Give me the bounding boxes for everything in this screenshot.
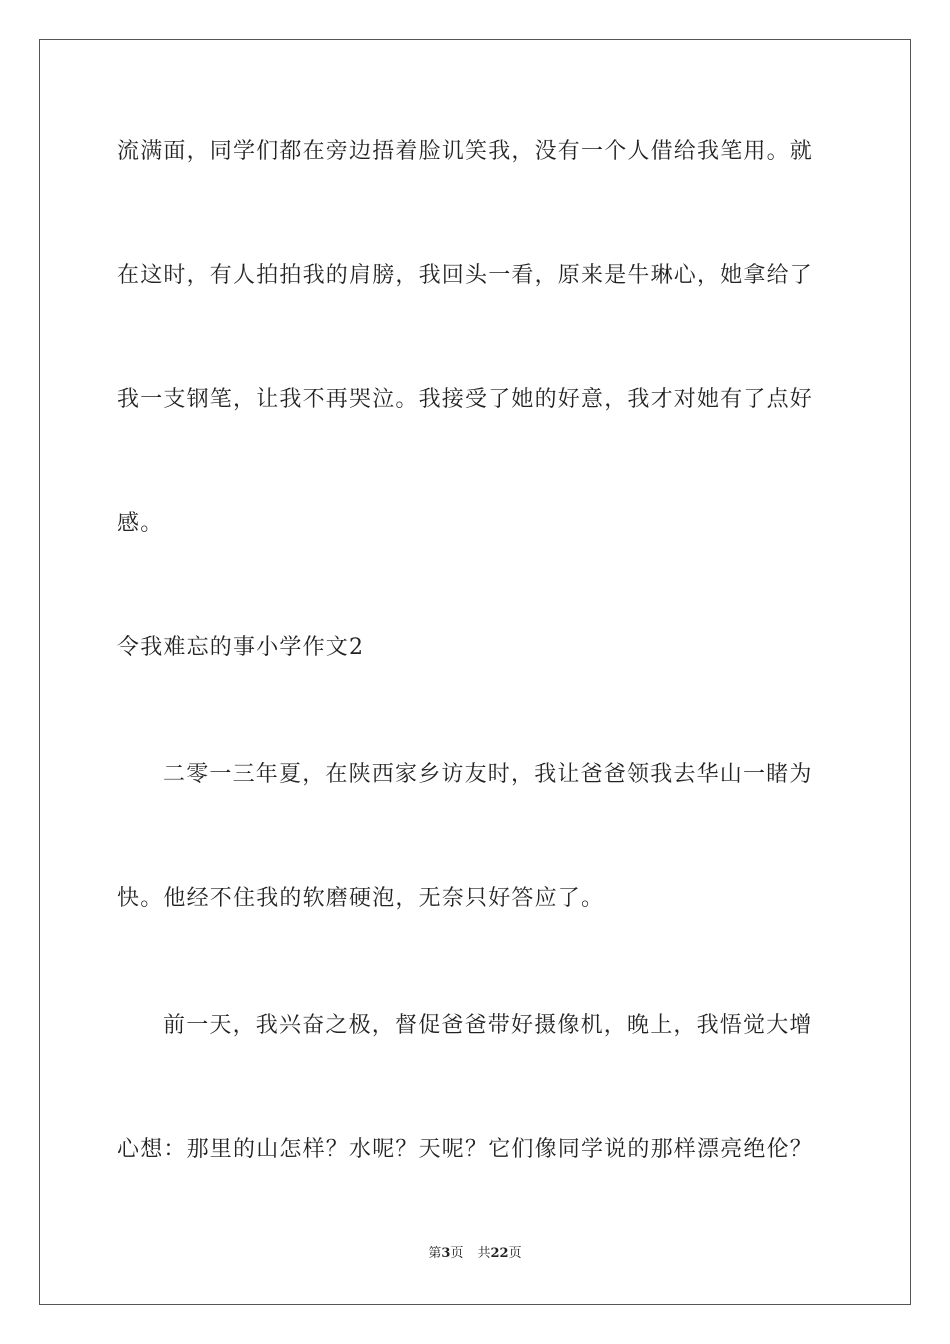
paragraph-line: 二零一三年夏，在陕西家乡访友时，我让爸爸领我去华山一睹为 bbox=[163, 762, 813, 787]
total-prefix: 共 bbox=[477, 1246, 491, 1261]
paragraph-line: 心想：那里的山怎样？水呢？天呢？它们像同学说的那样漂亮绝伦？ bbox=[117, 1137, 814, 1162]
page-footer bbox=[0, 1245, 950, 1263]
page-suffix: 页 bbox=[450, 1246, 464, 1261]
page-border bbox=[39, 39, 911, 1305]
page-number: 3 bbox=[441, 1246, 451, 1261]
paragraph-line: 快。他经不住我的软磨硬泡，无奈只好答应了。 bbox=[117, 886, 605, 911]
paragraph-line: 流满面，同学们都在旁边捂着脸讥笑我，没有一个人借给我笔用。就 bbox=[117, 139, 814, 164]
page-prefix: 第 bbox=[428, 1246, 442, 1261]
section-heading: 令我难忘的事小学作文2 bbox=[117, 635, 365, 660]
paragraph-line: 我一支钢笔，让我不再哭泣。我接受了她的好意，我才对她有了点好 bbox=[117, 387, 814, 412]
paragraph-line: 在这时，有人拍拍我的肩膀，我回头一看，原来是牛琳心，她拿给了 bbox=[117, 263, 814, 288]
paragraph-line: 前一天，我兴奋之极，督促爸爸带好摄像机，晚上，我悟觉大增 bbox=[163, 1013, 813, 1038]
total-suffix: 页 bbox=[508, 1246, 522, 1261]
paragraph-line: 感。 bbox=[117, 511, 164, 536]
total-pages: 22 bbox=[490, 1246, 509, 1261]
